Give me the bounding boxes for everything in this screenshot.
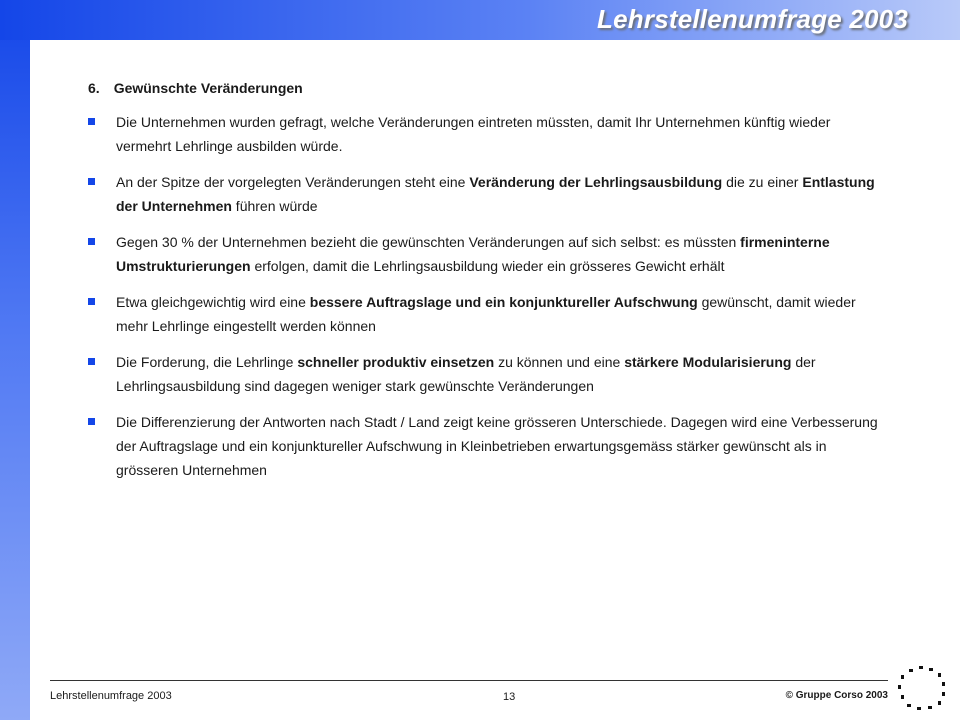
bullet-emphasis: Veränderung der Lehrlingsausbildung (469, 174, 723, 190)
bullet-item (88, 230, 888, 278)
section-number: 6. (88, 80, 100, 96)
header-title: Lehrstellenumfrage 2003 (597, 4, 908, 34)
page-number: 13 (503, 691, 516, 703)
dotted-circle-logo-icon (895, 663, 951, 713)
bullet-text: führen würde (231, 198, 318, 214)
bullet-text: gewünscht, damit wieder mehr Lehrlinge eingestellt werden können (116, 294, 856, 334)
bullet-list (88, 110, 888, 482)
bullet-text: Die Unternehmen wurden gefragt, welche Veränderungen eintreten müssten, damit Ihr Unternehmen künftig wieder vermehrt Lehrlinge ausbilden würde. (116, 114, 831, 154)
bullet-item (88, 170, 888, 218)
bullet-emphasis: stärkere Modularisierung (624, 354, 792, 370)
bullet-emphasis: schneller produktiv einsetzen (297, 354, 495, 370)
bullet-text: Die Differenzierung der Antworten nach Stadt / Land zeigt keine grösseren Unterschiede. Dagegen wird eine Verbesserung der Auftragslage und ein konjunktureller Aufschwung in Kleinbetrieben erwartungsgemäss stärker gewünscht als in grösseren Unternehmen (116, 414, 878, 478)
square-bullet-icon (88, 238, 95, 245)
bullet-text: Etwa gleichgewichtig wird eine (116, 294, 310, 310)
bullet-text: der Lehrlingsausbildung sind dagegen weniger stark gewünschte Veränderungen (116, 354, 816, 394)
slide-content (88, 80, 888, 494)
bullet-text: zu können und eine (494, 354, 625, 370)
bullet-emphasis: bessere Auftragslage und ein konjunktureller Aufschwung (309, 294, 698, 310)
square-bullet-icon (88, 118, 95, 125)
bullet-emphasis: firmeninterne Umstrukturierungen (116, 234, 830, 274)
footer-divider (50, 680, 888, 681)
section-heading (88, 80, 888, 96)
square-bullet-icon (88, 418, 95, 425)
bullet-item (88, 350, 888, 398)
section-title: Gewünschte Veränderungen (113, 80, 303, 96)
header-bar (0, 0, 960, 40)
square-bullet-icon (88, 358, 95, 365)
bullet-text: erfolgen, damit die Lehrlingsausbildung wieder ein grösseres Gewicht erhält (250, 258, 725, 274)
square-bullet-icon (88, 178, 95, 185)
bullet-item (88, 290, 888, 338)
bullet-item (88, 110, 888, 158)
bullet-item (88, 410, 888, 482)
bullet-emphasis: Entlastung der Unternehmen (116, 174, 875, 214)
bullet-text: die zu einer (722, 174, 803, 190)
left-accent-bar (0, 0, 30, 720)
copyright-notice: © Gruppe Corso 2003 (785, 690, 888, 701)
bullet-text: Die Forderung, die Lehrlinge (116, 354, 298, 370)
square-bullet-icon (88, 298, 95, 305)
bullet-text: An der Spitze der vorgelegten Veränderungen steht eine (116, 174, 470, 190)
bullet-text: Gegen 30 % der Unternehmen bezieht die gewünschten Veränderungen auf sich selbst: es müssten (116, 234, 741, 250)
footer-title: Lehrstellenumfrage 2003 (50, 690, 172, 702)
